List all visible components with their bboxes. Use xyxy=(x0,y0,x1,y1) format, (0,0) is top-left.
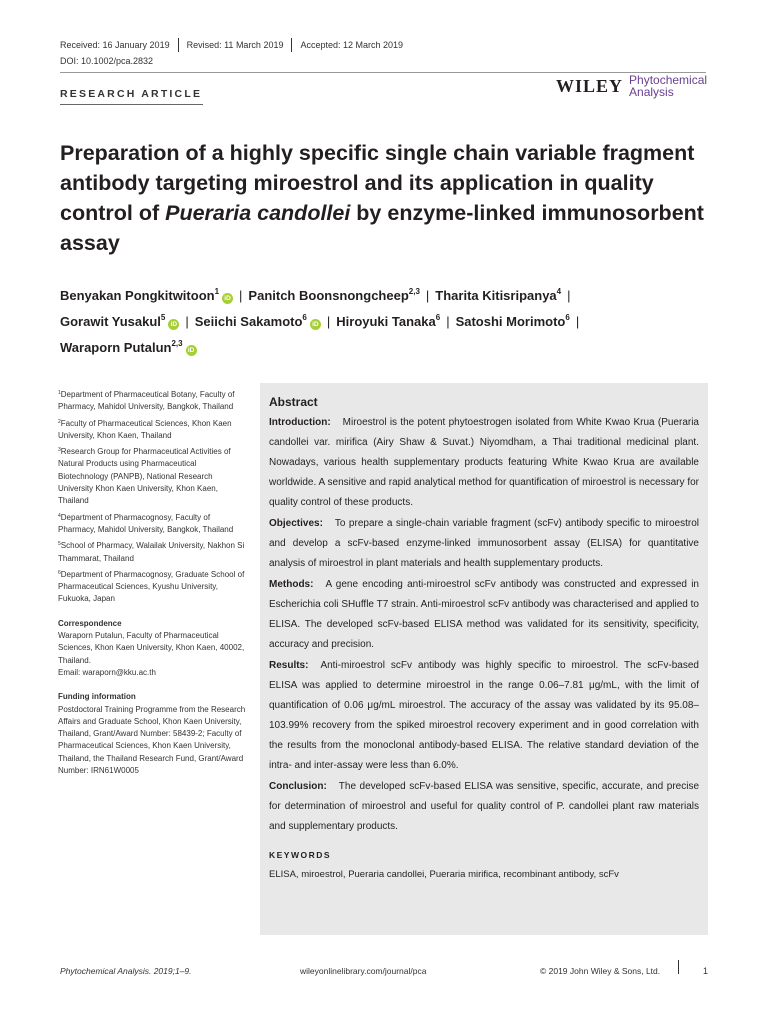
title-part1: Preparation of a highly specific single chain variable fragment antibody targeting miroestrol and its application in quality control of xyxy=(60,141,695,225)
author[interactable]: Benyakan Pongkitwitoon$^1$iD xyxy=(60,288,233,303)
footer-url[interactable]: wileyonlinelibrary.com/journal/pca xyxy=(300,966,427,976)
author[interactable]: Panitch Boonsnongcheep$^{2,3}$ xyxy=(248,287,420,303)
affiliation: $^2$Faculty of Pharmaceutical Sciences, Khon Kaen University, Khon Kaen, Thailand xyxy=(58,418,232,440)
article-type: RESEARCH ARTICLE xyxy=(60,88,203,100)
funding-text: Postdoctoral Training Programme from the Research Affairs and Graduate School, Khon Kaen University, Thailand, Grant/Award Number: 58439-2; Faculty of Pharmaceutical Sciences, Khon Kaen University, Thailand, the Thailand Research Fund, Grant/Award Number: IRN61W0005 xyxy=(58,704,246,776)
correspondence-heading: Correspondence xyxy=(58,618,122,628)
orcid-icon[interactable]: iD xyxy=(168,319,179,330)
affiliation: $^4$Department of Pharmacognosy, Faculty of Pharmacy, Mahidol University, Bangkok, Thailand xyxy=(58,512,234,534)
orcid-icon[interactable]: iD xyxy=(222,293,233,304)
page-number: 1 xyxy=(703,966,709,976)
publisher-logo xyxy=(556,74,707,98)
abstract-box xyxy=(260,383,708,935)
affiliation: $^5$School of Pharmacy, Walailak University, Nakhon Si Thammarat, Thailand xyxy=(58,541,245,563)
author[interactable]: Seiichi Sakamoto$^6$iD xyxy=(195,314,321,329)
author[interactable]: Satoshi Morimoto$^6$ xyxy=(455,313,570,329)
date-divider xyxy=(178,38,179,52)
received-date: Received: 16 January 2019 xyxy=(60,40,170,50)
author[interactable]: Gorawit Yusakul$^5$iD xyxy=(60,314,179,329)
author[interactable]: Waraporn Putalun$^{2,3}$iD xyxy=(60,340,197,355)
abstract-objectives: Objectives: To prepare a single-chain variable fragment (scFv) antibody specific to miroestrol and develop a scFv-based enzyme-linked immunosorbent assay (ELISA) for quantitative analysis of miroestrol in plant materials and health supplementary products. xyxy=(269,518,699,569)
footer-divider xyxy=(678,960,679,974)
journal-name-line1: Phytochemical xyxy=(629,73,708,87)
article-dates xyxy=(60,38,403,52)
orcid-icon[interactable]: iD xyxy=(186,345,197,356)
abstract-methods: Methods: A gene encoding anti-miroestrol scFv antibody was constructed and expressed in Escherichia coli SHuffle T7 strain. Anti-miroestrol scFv antibody was characterised and applied to ELISA. The developed scFv-based ELISA method was validated for its sensitivity, specificity, accuracy and precision. xyxy=(269,579,699,650)
author[interactable]: Tharita Kitisripanya$^4$ xyxy=(435,287,562,303)
author[interactable]: Hiroyuki Tanaka$^6$ xyxy=(336,313,441,329)
journal-name xyxy=(629,74,707,98)
abstract-heading: Abstract xyxy=(269,395,318,409)
funding-heading: Funding information xyxy=(58,692,136,702)
author-list: Benyakan Pongkitwitoon$^1$iD | Panitch Boonsnongcheep$^{2,3}$ | Tharita Kitisripanya$^4$ | Gorawit Yusakul$^5$iD | Seiichi Sakamoto$^6$iD | Hiroyuki Tanaka$^6$ | Satoshi Morimoto$^6$ | Waraporn Putalun$^{2,3}$iD xyxy=(60,287,580,355)
article-title xyxy=(60,138,720,258)
keywords-heading: KEYWORDS xyxy=(269,850,332,860)
correspondence-text: Waraporn Putalun, Faculty of Pharmaceutical Sciences, Khon Kaen University, Khon Kaen, 40002, Thailand. xyxy=(58,631,245,665)
date-divider xyxy=(291,38,292,52)
title-part2: by enzyme-linked immunosorbent assay xyxy=(60,201,704,255)
keywords: ELISA, miroestrol, Pueraria candollei, Pueraria mirifica, recombinant antibody, scFv xyxy=(269,869,619,880)
affiliations-column xyxy=(58,389,248,777)
journal-name-line2: Analysis xyxy=(629,85,674,99)
correspondence-email[interactable]: Email: waraporn@kku.ac.th xyxy=(58,667,156,677)
affiliation: $^6$Department of Pharmacognosy, Graduate School of Pharmaceutical Sciences, Kyushu University, Fukuoka, Japan xyxy=(58,569,245,604)
footer-citation: Phytochemical Analysis. 2019;1–9. xyxy=(60,966,192,976)
header-rule xyxy=(60,72,706,73)
abstract-conclusion: Conclusion: The developed scFv-based ELISA was sensitive, specific, accurate, and precise for determination of miroestrol and useful for quality control of P. candollei plant raw materials and supplementary products. xyxy=(269,781,699,832)
footer-copyright: © 2019 John Wiley & Sons, Ltd. xyxy=(540,966,661,976)
abstract-results: Results: Anti-miroestrol scFv antibody was highly specific to miroestrol. The scFv-based ELISA was applied to determine miroestrol in the range 0.06–7.81 μg/mL, with the limit of quantification of 0.06 μg/mL miroestrol. The accuracy of the assay was validated by its 95.08–103.99% recovery from the spiked miroestrol recovery experiment and in good correlation with the results from the monoclonal antibody-based ELISA. The relative standard deviation of the intra- and inter-assay were less than 6.0%. xyxy=(269,660,699,771)
title-italic-species: Pueraria candollei xyxy=(165,201,351,225)
accepted-date: Accepted: 12 March 2019 xyxy=(300,40,404,50)
publisher-name: WILEY xyxy=(556,75,624,96)
article-type-underline xyxy=(60,104,203,105)
abstract-introduction: Introduction: Miroestrol is the potent phytoestrogen isolated from White Kwao Krua (Pueraria candollei var. mirifica (Airy Shaw & Suvat.) Niyomdham, a Thai traditional medicinal plant. Nowadays, various health supplementary products featuring White Kwao Krua are available worldwide. A sensitive and rapid analytical method for quantification of miroestrol is necessary for quality control of these products. xyxy=(269,417,699,508)
revised-date: Revised: 11 March 2019 xyxy=(186,40,284,50)
affiliation: $^1$Department of Pharmaceutical Botany, Faculty of Pharmacy, Mahidol University, Bangkok, Thailand xyxy=(58,390,235,412)
orcid-icon[interactable]: iD xyxy=(310,319,321,330)
doi[interactable]: DOI: 10.1002/pca.2832 xyxy=(60,56,154,66)
affiliation: $^3$Research Group for Pharmaceutical Activities of Natural Products using Pharmaceutical Biotechnology (PANPB), National Research University Khon Kaen University, Khon Kaen, Thailand xyxy=(58,447,231,506)
